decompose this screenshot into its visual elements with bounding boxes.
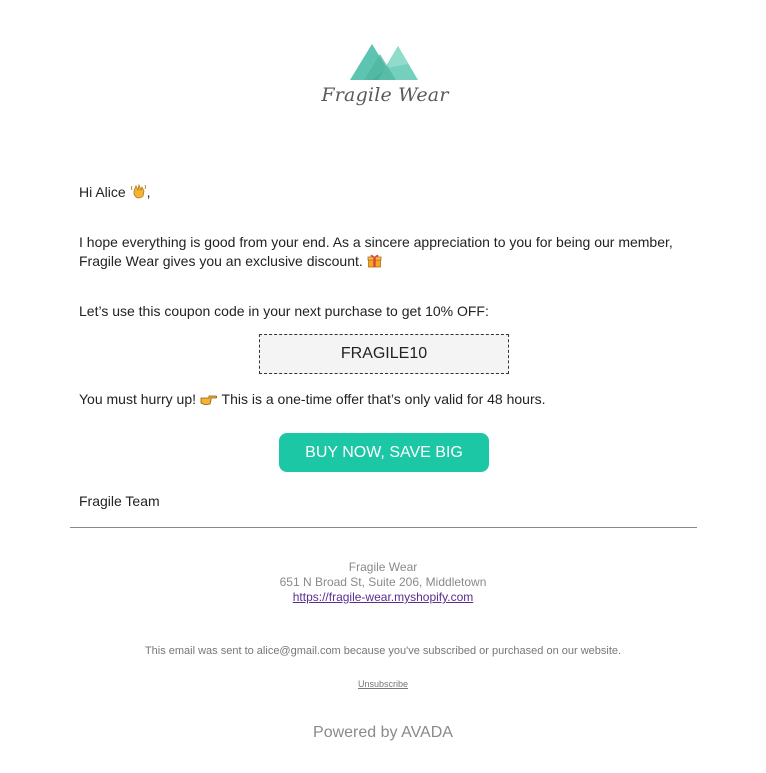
waving-hand-icon bbox=[130, 182, 147, 204]
greeting-text: Hi Alice bbox=[79, 184, 126, 200]
footer-link-row bbox=[0, 590, 766, 605]
footer-company: Fragile Wear bbox=[348, 560, 418, 574]
gift-icon bbox=[367, 253, 382, 273]
greeting bbox=[79, 182, 150, 204]
urgency-text-before: You must hurry up! bbox=[79, 391, 196, 407]
footer-unsubscribe-row bbox=[0, 677, 766, 692]
brand-wordmark: Fragile Wear bbox=[321, 84, 449, 106]
body-paragraph bbox=[79, 233, 673, 273]
buy-now-button[interactable]: BUY NOW, SAVE BIG bbox=[279, 433, 489, 472]
urgency-text-after: This is a one-time offer that’s only valid for 48 hours. bbox=[221, 391, 546, 407]
mountain-logo-icon bbox=[320, 40, 450, 84]
greeting-suffix: , bbox=[146, 184, 151, 200]
footer-address: 651 N Broad St, Suite 206, Middletown bbox=[279, 575, 487, 589]
coupon-code-box[interactable]: FRAGILE10 bbox=[259, 334, 509, 374]
body-line-2: Fragile Wear gives you an exclusive discount. bbox=[79, 253, 363, 269]
urgency-line bbox=[79, 390, 546, 411]
pointing-hand-icon bbox=[200, 392, 218, 411]
footer-notice: This email was sent to alice@gmail.com because you've subscribed or purchased on our website. bbox=[144, 645, 622, 657]
signoff: Fragile Team bbox=[79, 493, 160, 509]
coupon-intro: Let’s use this coupon code in your next purchase to get 10% OFF: bbox=[79, 303, 489, 319]
footer-divider bbox=[70, 527, 697, 528]
powered-by: Powered by AVADA bbox=[313, 724, 453, 741]
body-line-1: I hope everything is good from your end. As a sincere appreciation to you for being our member, bbox=[79, 234, 673, 250]
unsubscribe-link[interactable]: Unsubscribe bbox=[357, 679, 409, 689]
brand-logo bbox=[320, 40, 450, 115]
store-link[interactable]: https://fragile-wear.myshopify.com bbox=[292, 590, 474, 604]
